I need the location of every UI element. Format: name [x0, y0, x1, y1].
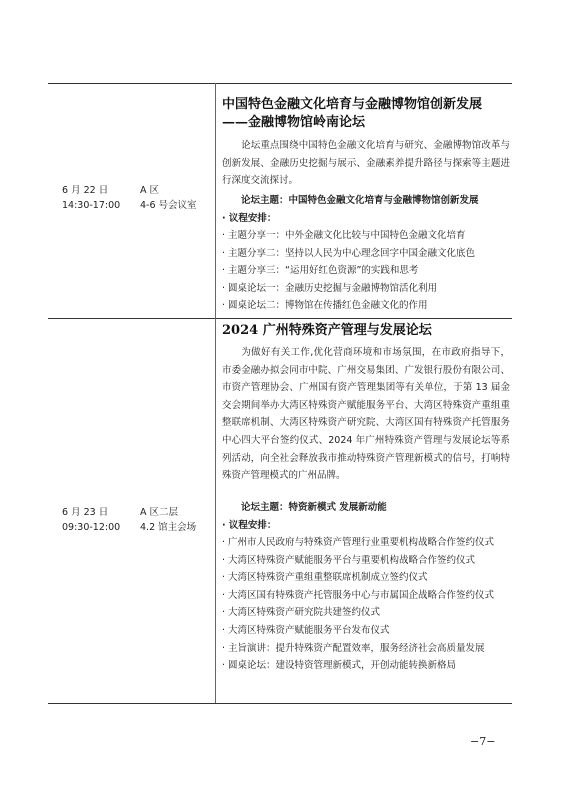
list-item: · 主题分享一：中外金融文化比较与中国特色金融文化培育: [222, 230, 466, 241]
session-2-datetime: [62, 505, 140, 535]
session-1-title: [222, 96, 512, 132]
session-1-date: 6 月 22 日: [62, 185, 109, 196]
session-1-venue-line1: A 区: [140, 185, 160, 196]
session-2-time: 09:30-12:00: [62, 522, 121, 533]
session-2-date: 6 月 23 日: [62, 507, 109, 518]
list-item: · 主题分享三：“运用好红色资源”的实践和思考: [222, 265, 419, 277]
list-item: · 大湾区特殊资产研究院共建签约仪式: [222, 607, 381, 619]
session-1-venue: [140, 183, 212, 213]
session-1-theme: 论坛主题：中国特色金融文化培育与金融博物馆创新发展: [241, 195, 479, 206]
list-item: · 大湾区特殊资产赋能服务平台与重要机构战略合作签约仪式: [222, 554, 476, 566]
list-item: · 大湾区特殊资产赋能服务平台发布仪式: [222, 624, 390, 636]
list-item: · 大湾区特殊资产重组重整联席机制成立签约仪式: [222, 572, 428, 584]
column-divider: [215, 83, 216, 703]
row-divider: [48, 318, 512, 319]
session-2-agenda-label: · 议程安排：: [222, 520, 277, 531]
list-item: · 主旨演讲：提升特殊资产配置效率，服务经济社会高质量发展: [222, 642, 485, 654]
session-2-venue-line1: A 区二层: [140, 507, 179, 518]
session-1-agenda-label: · 议程安排：: [222, 213, 277, 224]
table-bottom-rule: [48, 703, 512, 704]
list-item: · 圆桌论坛一：金融历史挖掘与金融博物馆活化利用: [222, 282, 438, 294]
session-1-agenda-list: [222, 227, 510, 315]
session-1-title-line2: ——金融博物馆岭南论坛: [222, 115, 366, 130]
session-2-venue: [140, 505, 212, 535]
session-2-venue-line2: 4.2 馆主会场: [140, 522, 197, 533]
table-top-rule: [48, 83, 512, 84]
list-item: · 广州市人民政府与特殊资产管理行业重要机构战略合作签约仪式: [222, 537, 495, 548]
session-1-venue-line2: 4-6 号会议室: [140, 200, 197, 211]
session-2-title-line1: 2024 广州特殊资产管理与发展论坛: [222, 323, 432, 338]
session-2-agenda-list: [222, 534, 510, 675]
session-1-title-line1: 中国特色金融文化培育与金融博物馆创新发展: [222, 97, 483, 112]
list-item: · 圆桌论坛：建设特资管理新模式，开创动能转换新格局: [222, 660, 457, 672]
session-2-intro: [222, 344, 510, 485]
list-item: · 大湾区国有特殊资产托管服务中心与市属国企战略合作签约仪式: [222, 589, 495, 601]
session-1-time: 14:30-17:00: [62, 200, 121, 211]
list-item: · 主题分享二：坚持以人民为中心理念回字中国金融文化底色: [222, 247, 476, 259]
session-2-theme: 论坛主题：特资新模式 发展新动能: [241, 502, 387, 513]
session-1-intro-text: 论坛重点围绕中国特色金融文化培育与研究、金融博物馆改革与创新发展、金融历史挖掘与展示、金融素养提升路径与探索等主题进行深度交流探讨。: [222, 140, 510, 187]
session-1-datetime: [62, 183, 140, 213]
session-1-intro: [222, 137, 510, 190]
list-item: · 圆桌论坛二：博物馆在传播红色金融文化的作用: [222, 300, 428, 312]
session-2-title: [222, 322, 512, 340]
session-2-intro-text: 为做好有关工作,优化营商环境和市场氛围，在市政府指导下，市委金融办拟会同市中院、广州交易集团、广发银行股份有限公司、市资产管理协会、广州国有资产管理集团等有关单位，于第 13 届金交会期间举办大湾区特殊资产赋能服务平台、大湾区特殊资产重组重整联席机制、大湾区特殊资产研究院、大湾区国有特殊资产托管服务中心四大平台签约仪式、2024 年广州特殊资产管理与发展论坛等系列活动，向全社会释放我市推动特殊资产管理新模式的信号，打响特殊资产管理模式的广州品牌。: [222, 347, 510, 482]
page-number: −7−: [470, 735, 496, 748]
